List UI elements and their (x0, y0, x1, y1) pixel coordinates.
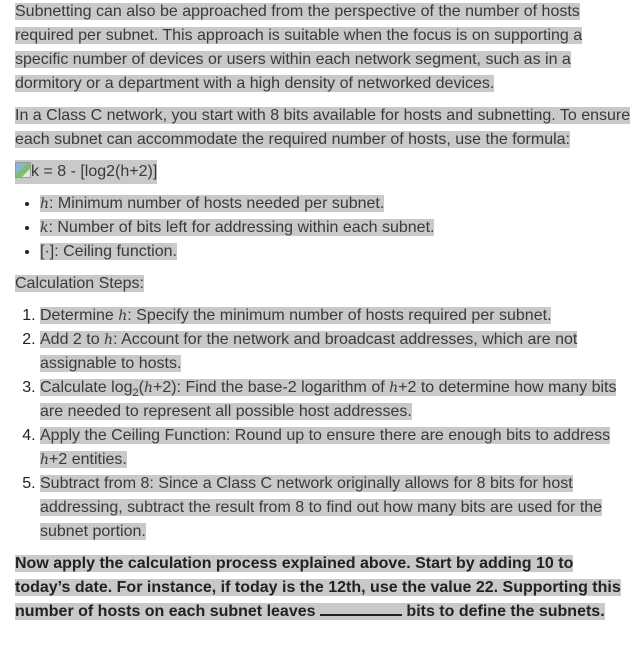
step-item: 4. Apply the Ceiling Function: Round up to ensure there are enough bits to address h+2 entities. (40, 424, 631, 472)
definition-text: : Ceiling function. (54, 243, 177, 260)
definition-item (40, 192, 631, 216)
definition-item (40, 240, 631, 264)
definitions-list (15, 192, 631, 264)
definition-symbol: h (40, 196, 50, 212)
step-item: 1. Determine h: Specify the minimum number of hosts required per subnet. (40, 304, 631, 328)
definition-symbol: k (40, 220, 49, 236)
steps-heading: Calculation Steps: (15, 275, 144, 292)
intro-paragraph: Subnetting can also be approached from the perspective of the number of hosts required per subnet. This approach is suitable when the focus is on supporting a specific number of devices or users within each network segment, such as in a dormitory or a department with a high density of networked devices. (15, 3, 583, 92)
definition-symbol: [·] (40, 243, 55, 260)
definition-text: : Number of bits left for addressing within each subnet. (48, 219, 435, 236)
formula-line (15, 160, 631, 184)
steps-list (15, 304, 631, 544)
formula-text: k = 8 - [log2(h+2)] (31, 163, 158, 180)
step-item: 5. Subtract from 8: Since a Class C network originally allows for 8 bits for host addressing, subtract the result from 8 to find out how many bits are used for the subnet portion. (40, 472, 631, 544)
class-c-paragraph: In a Class C network, you start with 8 bits available for hosts and subnetting. To ensure each subnet can accommodate the required number of hosts, use the formula: (15, 107, 631, 148)
question-paragraph: Now apply the calculation process explained above. Start by adding 10 to today’s date. For instance, if today is the 12th, use the value 22. Supporting this number of hosts on each subnet leaves bits to define the subnets. (15, 555, 621, 620)
step-item: 3. Calculate $\log_2(h+2)$: Find the base-2 logarithm of h+2 to determine how many bits are needed to represent all possible host addresses. (40, 376, 631, 424)
step-item: 2. Add 2 to h: Account for the network and broadcast addresses, which are not assignable to hosts. (40, 328, 631, 376)
definition-text: : Minimum number of hosts needed per subnet. (49, 195, 385, 212)
answer-blank[interactable] (320, 600, 402, 616)
formula-highlight (15, 160, 157, 184)
broken-image-icon (15, 162, 31, 178)
definition-item (40, 216, 631, 240)
